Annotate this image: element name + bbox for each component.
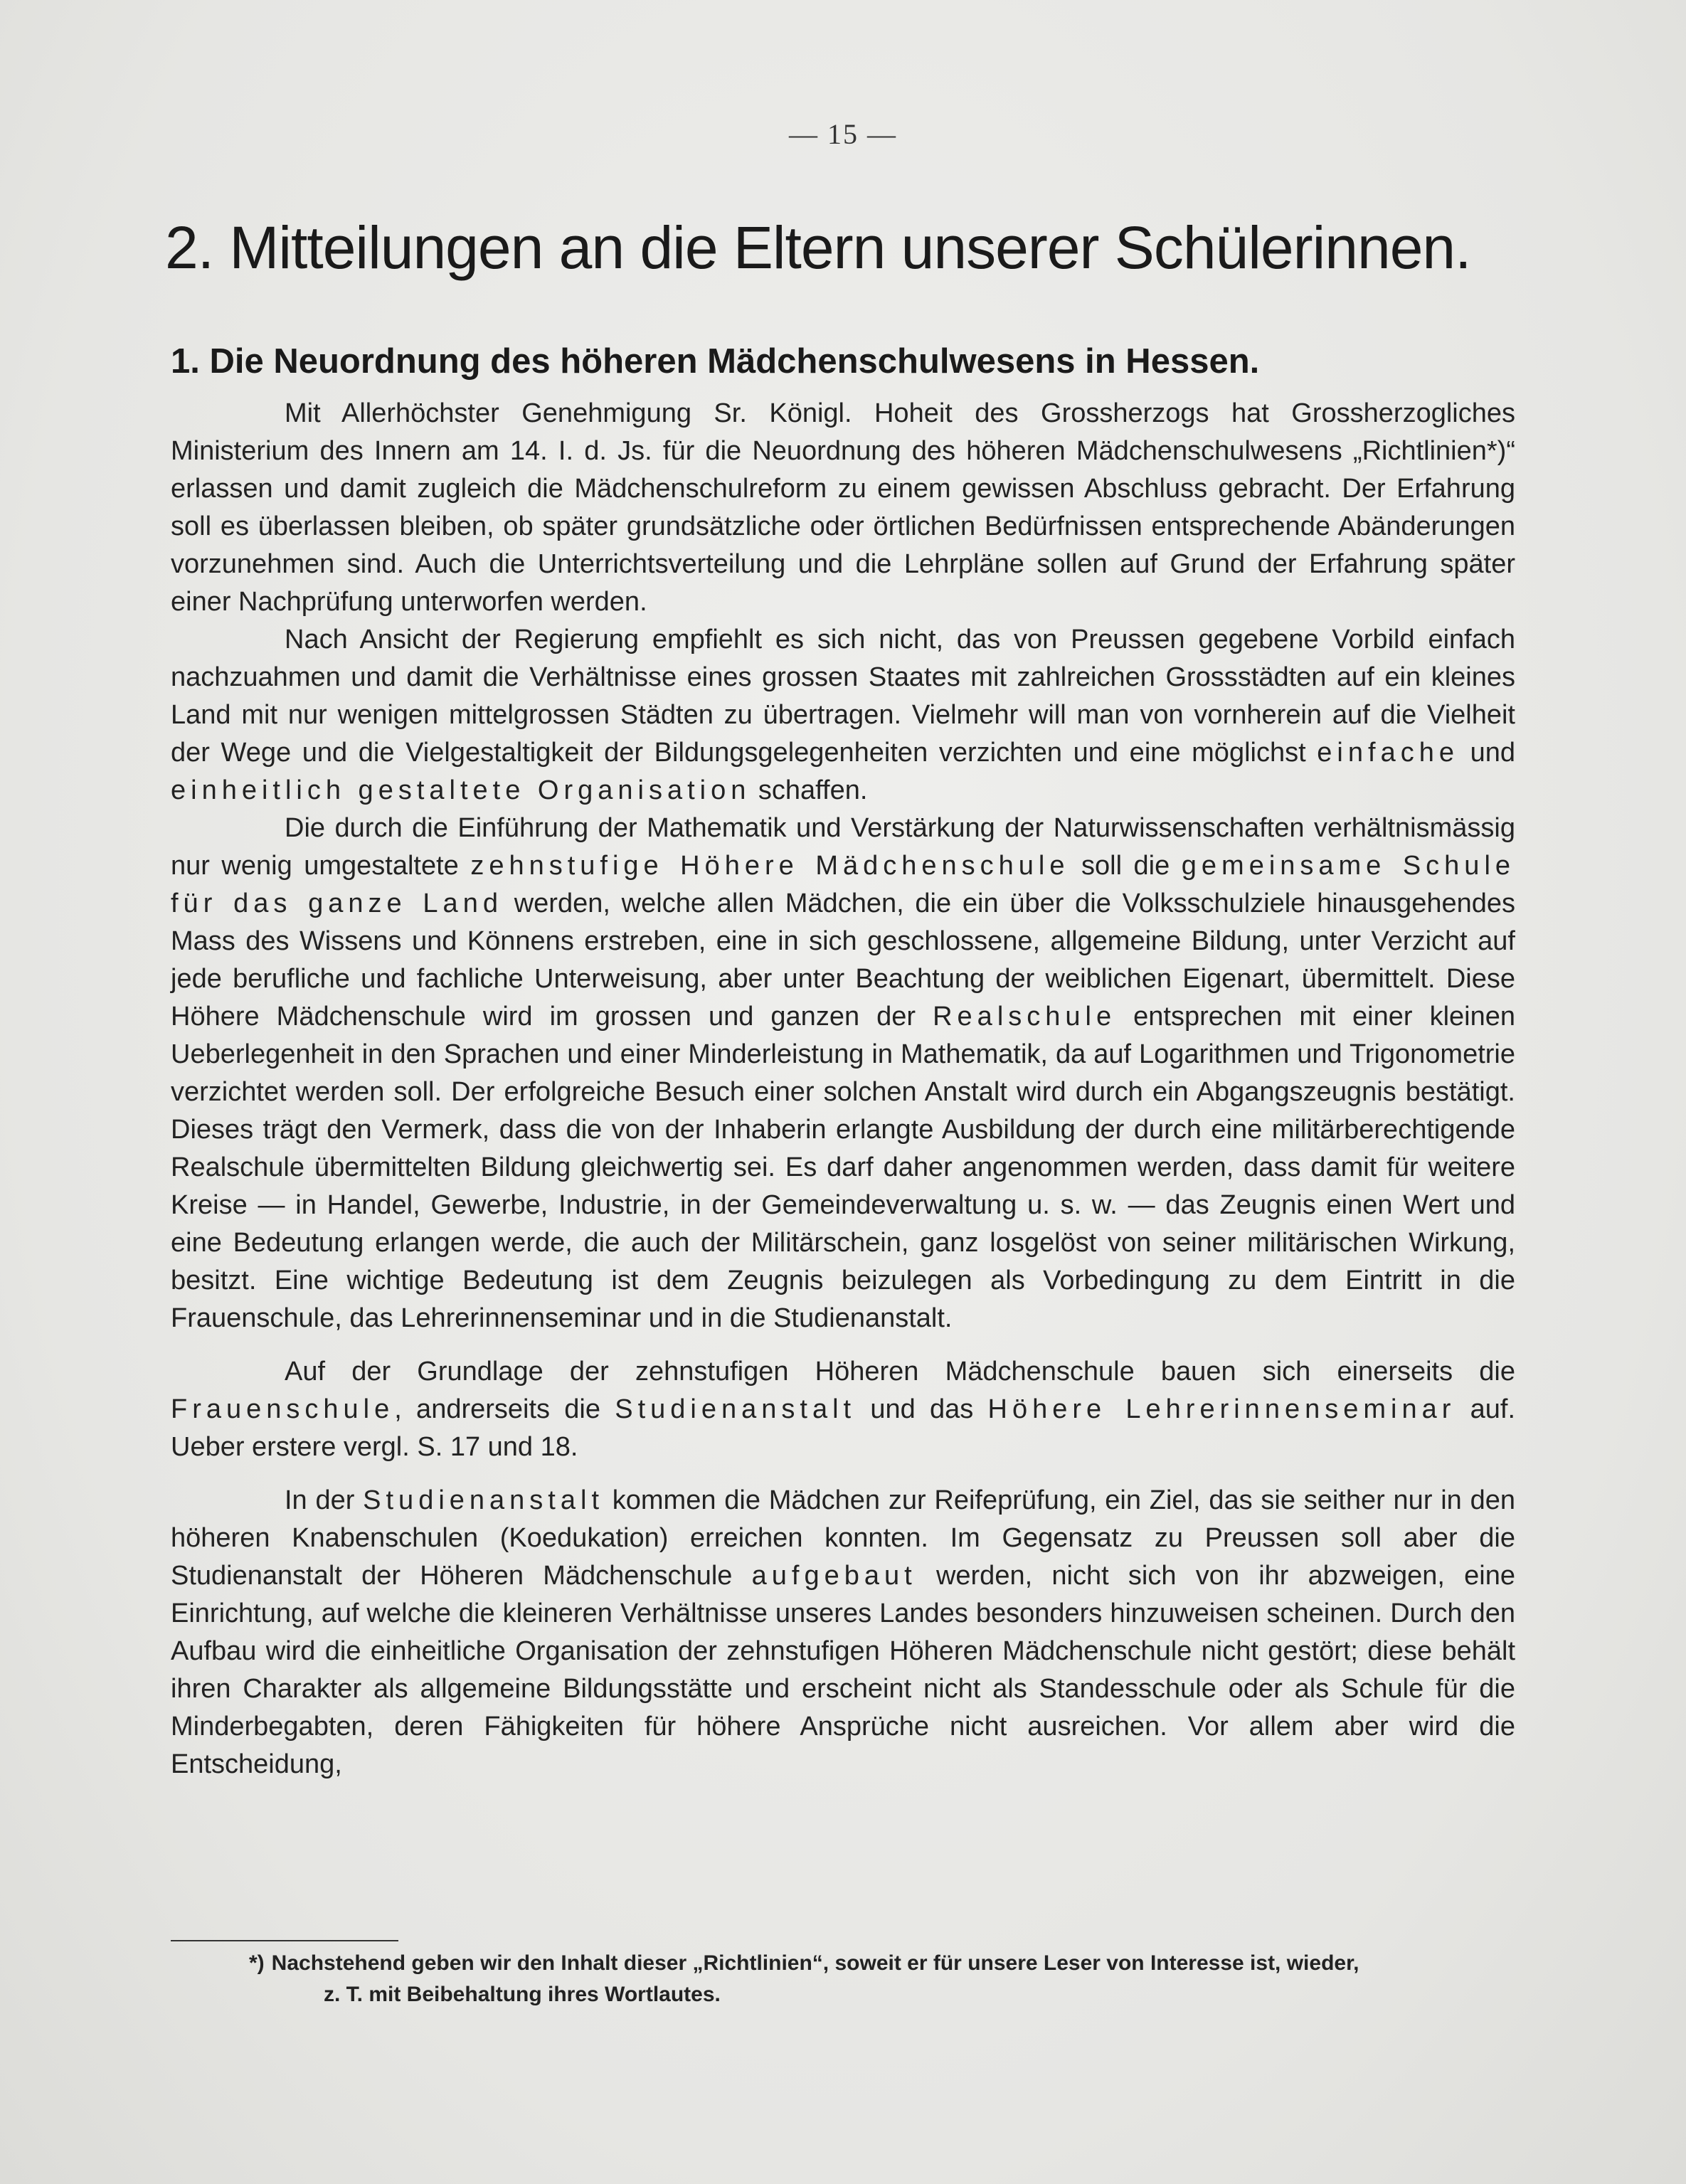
- paragraph-5-text: In der: [285, 1485, 364, 1515]
- paragraph-2: [171, 621, 1515, 810]
- emphasis-lehrerinnenseminar: Höhere Lehrerinnenseminar: [987, 1394, 1456, 1424]
- section-title: 2. Mitteilungen an die Eltern unserer Schülerinnen.: [165, 214, 1471, 281]
- footnote-marker: *): [249, 1951, 265, 1975]
- paragraph-2-text: schaffen.: [751, 775, 868, 805]
- paragraph-5-text: werden, nicht sich von ihr abzweigen, eine Einrichtung, auf welche die kleineren Verhältnisse unseres Landes besonders hinzuweisen scheinen. Durch den Aufbau wird die einheitliche Organisation der zehnstufigen Höheren Mädchenschule nicht gestört; diese behält ihren Charakter als allgemeine Bildungsstätte und erscheint nicht als Standesschule oder als Schule für die Minderbegabten, deren Fähigkeiten für höhere Ansprüche nicht ausreichen. Vor allem aber wird die Entscheidung,: [171, 1561, 1515, 1779]
- emphasis-studienanstalt: Studienanstalt: [615, 1394, 857, 1424]
- paragraph-4-text: und das: [856, 1394, 988, 1424]
- sub-heading: 1. Die Neuordnung des höheren Mädchenschulwesens in Hessen.: [171, 342, 1260, 381]
- paragraph-2-text: Nach Ansicht der Regierung empfiehlt es sich nicht, das von Preussen gegebene Vorbild einfach nachzuahmen und damit die Verhältnisse eines grossen Staates mit zahlreichen Grossstädten auf ein kleines Land mit nur wenigen mittelgrossen Städten zu übertragen. Vielmehr will man von vornherein auf die Vielheit der Wege und die Vielgestaltigkeit der Bildungsgelegenheiten verzichten und eine möglichst: [171, 625, 1515, 768]
- emphasis-realschule: Realschule: [933, 1002, 1117, 1032]
- emphasis-einheitlich: einheitlich gestaltete Organisation: [171, 775, 751, 805]
- paragraph-4-text: auf. Ueber erstere vergl. S. 17 und 18.: [171, 1394, 1516, 1462]
- paragraph-2-text: und: [1458, 738, 1515, 768]
- paragraph-5-text: kommen die Mädchen zur Reifeprüfung, ein Ziel, das sie seither nur in den höheren Knabenschulen (Koedukation) erreichen konnten. Im Gegensatz zu Preussen soll aber die Studienanstalt der Höheren Mädchenschule: [171, 1485, 1515, 1591]
- emphasis-aufgebaut: aufgebaut: [751, 1561, 917, 1591]
- paragraph-3-text: entsprechen mit einer kleinen Ueberlegenheit in den Sprachen und einer Minderleistung in Mathematik, da auf Logarithmen und Trigonometrie verzichtet werden soll. Der erfolgreiche Besuch einer solchen Anstalt wird durch ein Abgangszeugnis bestätigt. Dieses trägt den Vermerk, dass die von der Inhaberin erlangte Ausbildung der durch eine militärberechtigende Realschule übermittelten Bildung gleichwertig sei. Es darf daher angenommen werden, dass damit für weitere Kreise — in Handel, Gewerbe, Industrie, in der Gemeindeverwaltung u. s. w. — das Zeugnis einen Wert und eine Bedeutung erlangen werde, die auch der Militärschein, ganz losgelöst von seiner militärischen Wirkung, besitzt. Eine wichtige Bedeutung ist dem Zeugnis beizulegen als Vorbedingung zu dem Eintritt in die Frauenschule, das Lehrerinnenseminar und in die Studienanstalt.: [171, 1002, 1516, 1333]
- footnote-line-1: Nachstehend geben wir den Inhalt dieser „Richtlinien“, soweit er für unsere Leser von Interesse ist, wieder,: [271, 1951, 1359, 1975]
- paragraph-3-text: werden, welche allen Mädchen, die ein über die Volksschulziele hinausgehendes Mass des Wissens und Könnens erstreben, eine in sich geschlossene, allgemeine Bildung, unter Verzicht auf jede berufliche und fachliche Unterweisung, aber unter Beachtung der weiblichen Eigenart, übermittelt. Diese Höhere Mädchenschule wird im grossen und ganzen der: [171, 889, 1515, 1032]
- paragraph-1: [171, 395, 1515, 621]
- footnote-line-2: z. T. mit Beibehaltung ihres Wortlautes.: [324, 1983, 721, 2006]
- paragraph-5: [171, 1482, 1515, 1783]
- paragraph-4: [171, 1353, 1515, 1466]
- paragraph-4-text: , andrerseits die: [394, 1394, 615, 1424]
- emphasis-zehnstufige: zehnstufige Höhere Mädchenschule: [470, 851, 1070, 881]
- emphasis-studienanstalt-2: Studienanstalt: [363, 1485, 604, 1515]
- paragraph-4-text: Auf der Grundlage der zehnstufigen Höheren Mädchenschule bauen sich einerseits die: [285, 1357, 1515, 1387]
- body-text: [171, 395, 1515, 1783]
- emphasis-gemeinsame-schule: gemeinsame Schule für das ganze Land: [171, 851, 1516, 918]
- emphasis-einfache: einfache: [1317, 738, 1459, 768]
- paragraph-3-text: soll die: [1069, 851, 1182, 881]
- footnote-divider: [171, 1940, 398, 1941]
- emphasis-frauenschule: Frauenschule: [171, 1394, 395, 1424]
- paragraph-3: [171, 810, 1515, 1337]
- paragraph-1-text: Mit Allerhöchster Genehmigung Sr. Königl. Hoheit des Grossherzogs hat Grossherzogliches Ministerium des Innern am 14. I. d. Js. für die Neuordnung des höheren Mädchenschulwesens „Richtlinien*)“ erlassen und damit zugleich die Mädchenschulreform zu einem gewissen Abschluss gebracht. Der Erfahrung soll es überlassen bleiben, ob später grundsätzliche oder örtlichen Bedürfnissen entsprechende Abänderungen vorzunehmen sind. Auch die Unterrichtsverteilung und die Lehrpläne sollen auf Grund der Erfahrung später einer Nachprüfung unterworfen werden.: [171, 398, 1515, 617]
- footnote: [249, 1948, 1515, 2010]
- page-number: — 15 —: [789, 118, 897, 150]
- paragraph-3-text: Die durch die Einführung der Mathematik und Verstärkung der Naturwissenschaften verhältnismässig nur wenig umgestaltete: [171, 813, 1515, 881]
